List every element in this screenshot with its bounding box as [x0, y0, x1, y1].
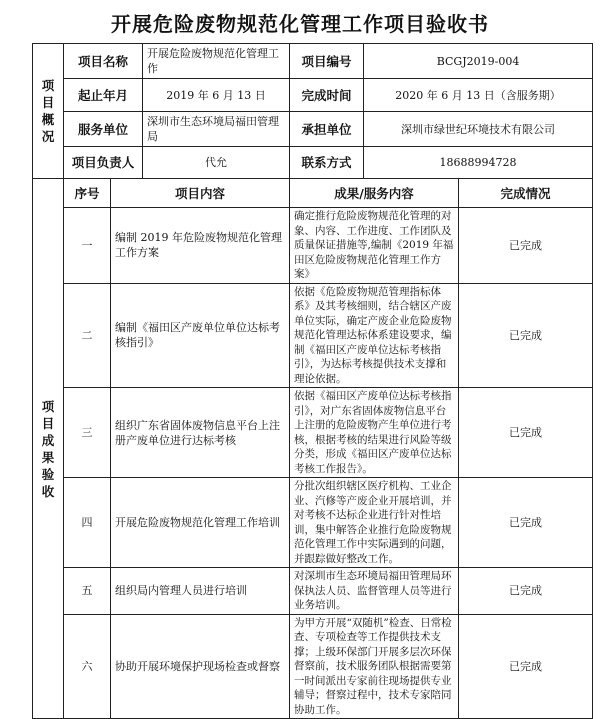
start-value: 2019 年 6 月 13 日 [143, 79, 290, 112]
row-status: 已完成 [459, 614, 593, 719]
overview-row-leader [33, 147, 593, 179]
table-row [33, 388, 593, 478]
leader-label: 项目负责人 [64, 147, 143, 179]
service-unit-value: 深圳市生态环境局福田管理局 [143, 112, 290, 147]
row-content: 编制 2019 年危险废物规范化管理工作方案 [111, 208, 290, 284]
finish-label: 完成时间 [290, 79, 364, 112]
row-status: 已完成 [459, 283, 593, 388]
document-title: 开展危险废物规范化管理工作项目验收书 [111, 12, 489, 36]
row-no: 五 [64, 568, 111, 615]
contractor-value: 深圳市绿世纪环境技术有限公司 [364, 112, 593, 147]
row-status: 已完成 [459, 568, 593, 615]
row-output: 为甲方开展“双随机”检查、日常检查、专项检查等工作提供技术支撑；上级环保部门开展多层次环保督察前，技术服务团队根据需要第一时间派出专家前往现场提供专业辅导；督察过程中，技术专家陪同协助工作。 [290, 614, 459, 719]
overview-row-project-name [33, 44, 593, 79]
row-output: 依据《危险废物规范管理指标体系》及其考核细则，结合辖区产废单位实际，确定产废企业危险废物规范化管理达标体系建设要求，编制《福田区产废单位达标考核指引》，为达标考核提供技术支撑和理论依据。 [290, 283, 459, 388]
table-row [33, 568, 593, 615]
header-no: 序号 [64, 179, 111, 208]
row-output: 依据《福田区产废单位达标考核指引》，对广东省固体废物信息平台上注册的危险废物产生单位进行考核，根据考核的结果进行风险等级分类，形成《福田区产废单位达标考核工作报告》。 [290, 388, 459, 478]
table-row [33, 208, 593, 284]
table-row [33, 283, 593, 388]
row-status: 已完成 [459, 388, 593, 478]
table-row [33, 478, 593, 568]
header-status: 完成情况 [459, 179, 593, 208]
header-content: 项目内容 [111, 179, 290, 208]
leader-value: 代允 [143, 147, 290, 179]
header-output: 成果/服务内容 [290, 179, 459, 208]
results-header-row [33, 179, 593, 208]
start-label: 起止年月 [64, 79, 143, 112]
acceptance-table [32, 43, 593, 719]
row-no: 六 [64, 614, 111, 719]
finish-value: 2020 年 6 月 13 日（含服务期） [364, 79, 593, 112]
row-no: 一 [64, 208, 111, 284]
results-section-label: 项 目 成 果 验 收 [33, 179, 64, 719]
row-content: 组织局内管理人员进行培训 [111, 568, 290, 615]
row-content: 组织广东省固体废物信息平台上注册产废单位进行达标考核 [111, 388, 290, 478]
service-unit-label: 服务单位 [64, 112, 143, 147]
row-output: 分批次组织辖区医疗机构、工业企业、汽修等产废企业开展培训，并对考核不达标企业进行针对性培训，集中解答企业推行危险废物规范化管理工作中实际遇到的问题，并跟踪做好整改工作。 [290, 478, 459, 568]
project-name-value: 开展危险废物规范化管理工作 [143, 44, 290, 79]
row-no: 二 [64, 283, 111, 388]
project-no-value: BCGJ2019-004 [364, 44, 593, 79]
project-name-label: 项目名称 [64, 44, 143, 79]
row-status: 已完成 [459, 208, 593, 284]
project-no-label: 项目编号 [290, 44, 364, 79]
table-row [33, 614, 593, 719]
contact-value: 18688994728 [364, 147, 593, 179]
overview-section-label: 项 目 概 况 [33, 44, 64, 179]
row-output: 对深圳市生态环境局福田管理局环保执法人员、监督管理人员等进行业务培训。 [290, 568, 459, 615]
row-content: 编制《福田区产废单位单位达标考核指引》 [111, 283, 290, 388]
row-no: 三 [64, 388, 111, 478]
row-output: 确定推行危险废物规范化管理的对象、内容、工作进度、工作团队及质量保证措施等,编制《2019 年福田区危险废物规范化管理工作方案》 [290, 208, 459, 284]
row-content: 协助开展环境保护现场检查或督察 [111, 614, 290, 719]
row-status: 已完成 [459, 478, 593, 568]
row-no: 四 [64, 478, 111, 568]
contractor-label: 承担单位 [290, 112, 364, 147]
overview-row-units [33, 112, 593, 147]
contact-label: 联系方式 [290, 147, 364, 179]
row-content: 开展危险废物规范化管理工作培训 [111, 478, 290, 568]
overview-row-dates [33, 79, 593, 112]
